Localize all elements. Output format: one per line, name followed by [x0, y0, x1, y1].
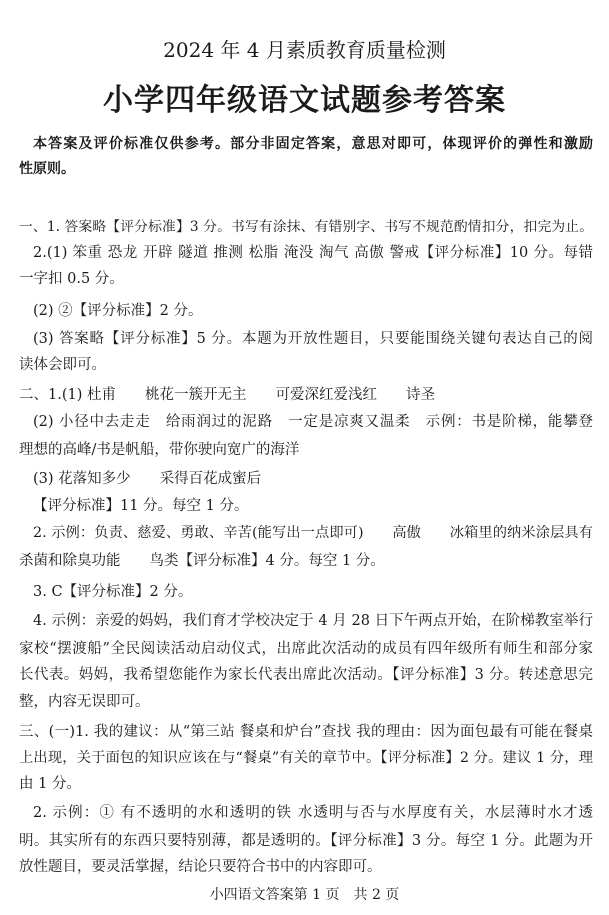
answer-line: 【评分标准】11 分。每空 1 分。 [33, 498, 249, 514]
answer-line: 一、1. 答案略【评分标准】3 分。书写有涂抹、有错别字、书写不规范酌情扣分，扣完为止。 [19, 219, 593, 235]
answer-line: 由 1 分。 [19, 776, 81, 792]
page-footer: 小四语文答案第 1 页 共 2 页 [209, 887, 400, 903]
answer-line: 理想的高峰/书是帆船，带你驶向宽广的海洋 [19, 442, 300, 458]
document-title: 小学四年级语文试题参考答案 [103, 83, 506, 118]
answer-line: 读体会即可。 [19, 357, 106, 373]
answer-line: (2) 小径中去走走 给雨润过的泥路 一定是凉爽又温柔 示例：书是阶梯，能攀登 [33, 414, 593, 430]
intro-line: 本答案及评价标准仅供参考。部分非固定答案，意思对即可，体现评价的弹性和激励 [33, 136, 593, 152]
answer-line: 放性题目，要灵活掌握，结论只要符合书中的内容即可。 [19, 859, 382, 875]
intro-line: 性原则。 [19, 161, 75, 177]
answer-line: 家校“摆渡船”全民阅读活动启动仪式，出席此次活动的成员有四年级所有师生和部分家 [19, 641, 593, 657]
answer-line: (3) 答案略【评分标准】5 分。本题为开放性题目，只要能围绕关键句表达自己的阅 [33, 331, 593, 347]
answer-line: 二、1.(1) 杜甫 桃花一簇开无主 可爱深红爱浅红 诗圣 [19, 387, 435, 403]
answer-line: 3. C【评分标准】2 分。 [33, 584, 193, 600]
answer-line: 一字扣 0.5 分。 [19, 271, 124, 287]
answer-line: 明。其实所有的东西只要特别薄，都是透明的。【评分标准】3 分。每空 1 分。此题为开 [19, 833, 593, 849]
answer-line: 2. 示例：负责、慈爱、勇敢、辛苦(能写出一点即可) 高傲 冰箱里的纳米涂层具有 [33, 525, 593, 541]
answer-line: 长代表。妈妈，我希望您能作为家长代表出席此次活动。【评分标准】3 分。转述意思完 [19, 667, 593, 683]
answer-line: 4. 示例：亲爱的妈妈，我们育才学校决定于 4 月 28 日下午两点开始，在阶梯教室举行 [33, 613, 593, 629]
answer-line: 三、(一)1. 我的建议：从“第三站 餐桌和炉台”查找 我的理由：因为面包最有可能在餐桌 [19, 724, 593, 740]
answer-line: 整，内容无误即可。 [19, 694, 150, 710]
answer-line: 上出现，关于面包的知识应该在与“餐桌”有关的章节中。【评分标准】2 分。建议 1 分，理 [19, 750, 593, 766]
answer-line: (3) 花落知多少 采得百花成蜜后 [33, 471, 262, 487]
answer-line: (2) ②【评分标准】2 分。 [33, 303, 203, 319]
answer-line: 杀菌和除臭功能 鸟类【评分标准】4 分。每空 1 分。 [19, 553, 385, 569]
exam-title: 2024 年 4 月素质教育质量检测 [163, 38, 446, 62]
answer-line: 2. 示例：① 有不透明的水和透明的铁 水透明与否与水厚度有关，水层薄时水才透 [33, 805, 593, 821]
answer-line: 2.(1) 笨重 恐龙 开辟 隧道 推测 松脂 淹没 淘气 高傲 警戒【评分标准】10 分。每错 [33, 245, 593, 261]
